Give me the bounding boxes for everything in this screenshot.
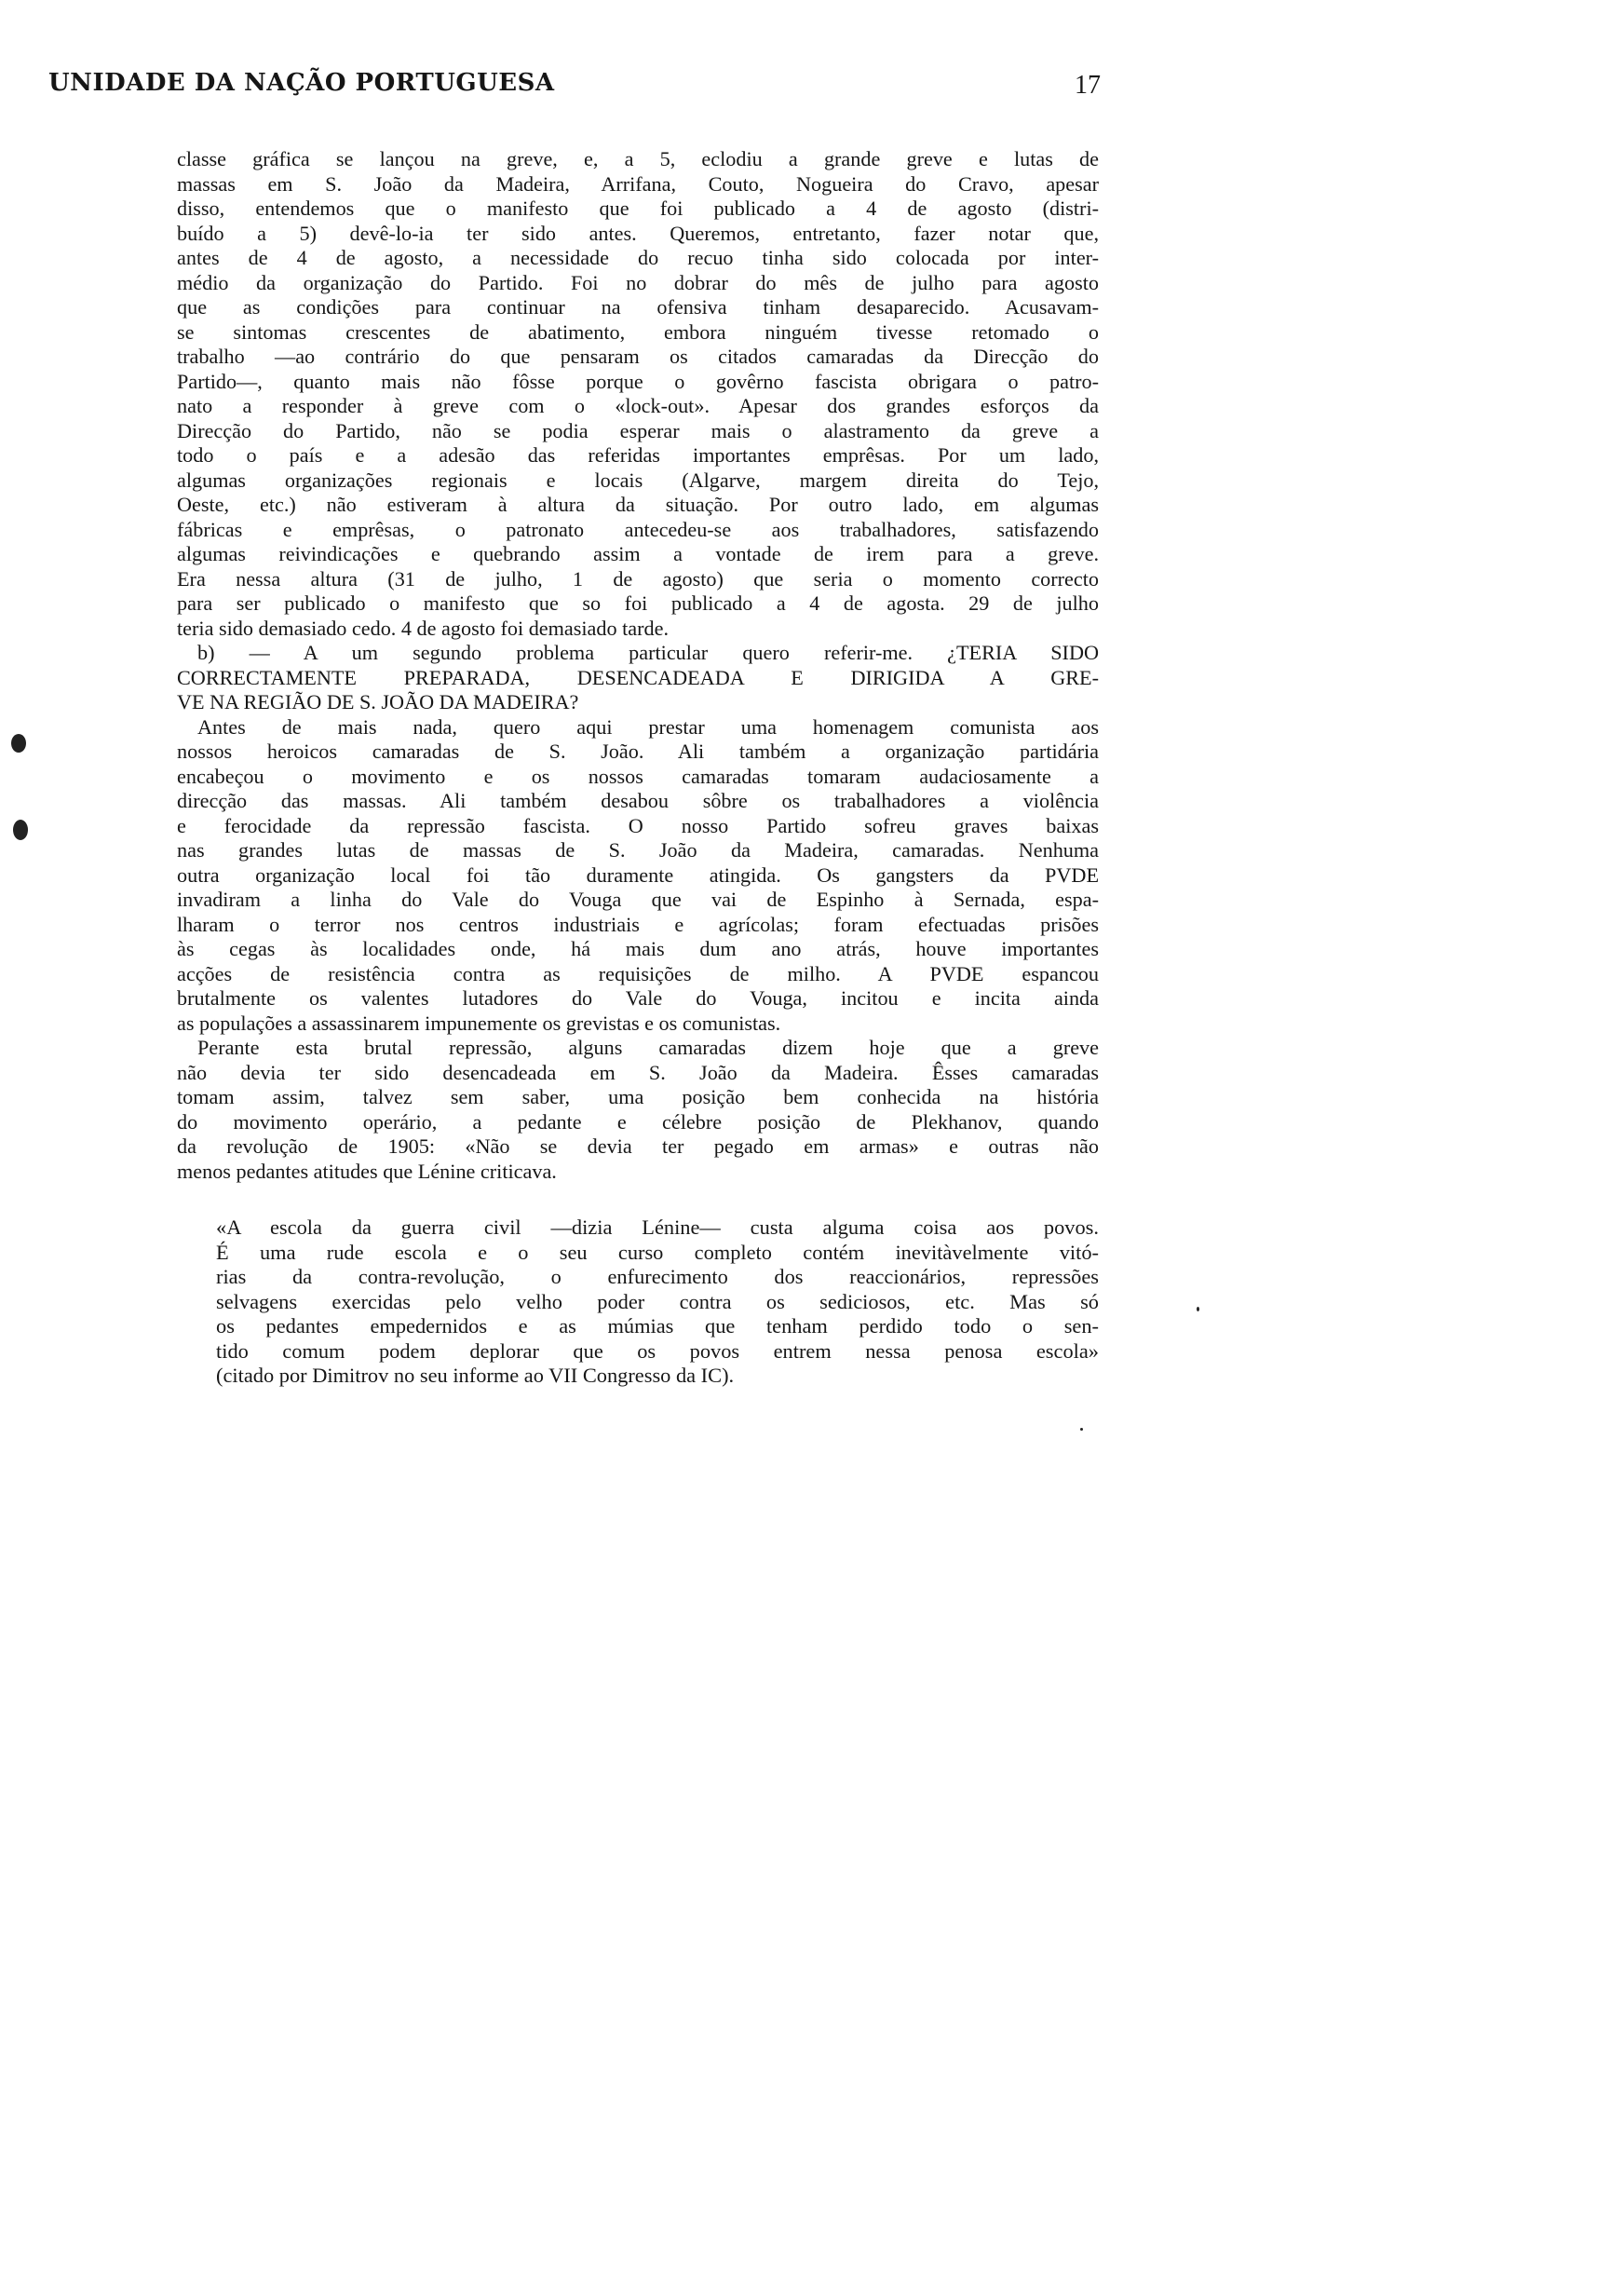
text-line: Antes de mais nada, quero aqui prestar uma homenagem comunista aos bbox=[197, 714, 1099, 739]
quote-line: selvagens exercidas pelo velho poder contra os sediciosos, etc. Mas só bbox=[216, 1289, 1099, 1313]
text-line: nato a responder à greve com o «lock-out». Apesar dos grandes esforços da bbox=[177, 394, 1099, 417]
text-line: todo o país e a adesão das referidas importantes emprêsas. Por um lado, bbox=[177, 443, 1099, 467]
scan-speck bbox=[1080, 1428, 1083, 1431]
text-line: Partido—, quanto mais não fôsse porque o govêrno fascista obrigara o patro- bbox=[177, 369, 1099, 393]
text-line: nossos heroicos camaradas de S. João. Ali também a organização partidária bbox=[177, 740, 1099, 763]
text-line: b) — A um segundo problema particular quero referir-me. ¿TERIA SIDO bbox=[197, 641, 1099, 664]
text-line: algumas organizações regionais e locais (Algarve, margem direita do Tejo, bbox=[177, 468, 1099, 492]
text-line: outra organização local foi tão duramente atingida. Os gangsters da PVDE bbox=[177, 862, 1099, 887]
quote-line: (citado por Dimitrov no seu informe ao VII Congresso da IC). bbox=[216, 1364, 735, 1387]
text-line: para ser publicado o manifesto que so foi publicado a 4 de agosta. 29 de julho bbox=[177, 591, 1099, 615]
quote-line: tido comum podem deplorar que os povos entrem nessa penosa escola» bbox=[216, 1338, 1099, 1363]
lenin-quote bbox=[177, 1215, 1099, 1389]
page-number: 17 bbox=[1075, 71, 1101, 100]
text-line: massas em S. João da Madeira, Arrifana, Couto, Nogueira do Cravo, apesar bbox=[177, 171, 1099, 196]
text-line: do movimento operário, a pedante e célebre posição de Plekhanov, quando bbox=[177, 1109, 1099, 1134]
text-line: VE NA REGIÃO DE S. JOÃO DA MADEIRA? bbox=[177, 690, 579, 713]
text-line: Perante esta brutal repressão, alguns camaradas dizem hoje que a greve bbox=[197, 1036, 1099, 1059]
text-line: teria sido demasiado cedo. 4 de agosto foi demasiado tarde. bbox=[177, 616, 670, 640]
text-line: às cegas às localidades onde, há mais dum ano atrás, houve importantes bbox=[177, 937, 1099, 960]
text-line: antes de 4 de agosto, a necessidade do recuo tinha sido colocada por inter- bbox=[177, 246, 1099, 269]
text-line: acções de resistência contra as requisições de milho. A PVDE espancou bbox=[177, 961, 1099, 985]
text-line: não devia ter sido desencadeada em S. João da Madeira. Êsses camaradas bbox=[177, 1060, 1099, 1084]
text-line: disso, entendemos que o manifesto que foi publicado a 4 de agosto (distri- bbox=[177, 197, 1099, 220]
quote-line: «A escola da guerra civil —dizia Lénine— custa alguma coisa aos povos. bbox=[216, 1215, 1099, 1239]
text-line: se sintomas crescentes de abatimento, embora ninguém tivesse retomado o bbox=[177, 319, 1099, 344]
running-title: UNIDADE DA NAÇÃO PORTUGUESA bbox=[48, 69, 555, 97]
text-line: médio da organização do Partido. Foi no dobrar do mês de julho para agosto bbox=[177, 270, 1099, 294]
quote-line: rias da contra-revolução, o enfurecimento dos reaccionários, repressões bbox=[216, 1265, 1099, 1288]
text-line: Oeste, etc.) não estiveram à altura da situação. Por outro lado, em algumas bbox=[177, 493, 1099, 516]
text-line: da revolução de 1905: «Não se devia ter pegado em armas» e outras não bbox=[177, 1134, 1099, 1158]
text-line: as populações a assassinarem impunemente os grevistas e os comunistas. bbox=[177, 1011, 781, 1035]
text-line: encabeçou o movimento e os nossos camaradas tomaram audaciosamente a bbox=[177, 764, 1099, 788]
quote-line: os pedantes empedernidos e as múmias que tenham perdido todo o sen- bbox=[216, 1314, 1099, 1338]
text-line: invadiram a linha do Vale do Vouga que vai de Espinho à Sernada, espa- bbox=[177, 888, 1099, 911]
scan-speck bbox=[1197, 1307, 1199, 1311]
text-line: menos pedantes atitudes que Lénine criticava. bbox=[177, 1159, 557, 1183]
text-line: classe gráfica se lançou na greve, e, a 5, eclodiu a grande greve e lutas de bbox=[177, 147, 1099, 170]
quote-line: É uma rude escola e o seu curso completo contém inevitàvelmente vitó- bbox=[216, 1240, 1099, 1264]
text-line: buído a 5) devê-lo-ia ter sido antes. Queremos, entretanto, fazer notar que, bbox=[177, 221, 1099, 245]
text-line: Era nessa altura (31 de julho, 1 de agosto) que seria o momento correcto bbox=[177, 566, 1099, 591]
scan-speck bbox=[13, 820, 28, 840]
text-line: Direcção do Partido, não se podia esperar mais o alastramento da greve a bbox=[177, 418, 1099, 442]
paragraph-second-problem bbox=[177, 641, 1099, 715]
text-line: fábricas e emprêsas, o patronato antecedeu-se aos trabalhadores, satisfazendo bbox=[177, 517, 1099, 541]
scan-speck bbox=[11, 734, 26, 753]
text-line: CORRECTAMENTE PREPARADA, DESENCADEADA E DIRIGIDA A GRE- bbox=[177, 665, 1099, 689]
text-line: nas grandes lutas de massas de S. João da Madeira, camaradas. Nenhuma bbox=[177, 838, 1099, 862]
paragraph-strike-timing bbox=[177, 147, 1099, 641]
text-line: brutalmente os valentes lutadores do Vale do Vouga, incitou e incita ainda bbox=[177, 986, 1099, 1010]
text-line: tomam assim, talvez sem saber, uma posição bem conhecida na história bbox=[177, 1085, 1099, 1108]
paragraph-plekhanov bbox=[177, 1036, 1099, 1184]
text-line: que as condições para continuar na ofensiva tinham desaparecido. Acusavam- bbox=[177, 295, 1099, 319]
text-line: direcção das massas. Ali também desabou sôbre os trabalhadores a violência bbox=[177, 789, 1099, 812]
text-line: algumas reivindicações e quebrando assim a vontade de irem para a greve. bbox=[177, 542, 1099, 565]
text-line: trabalho —ao contrário do que pensaram os citados camaradas da Direcção do bbox=[177, 345, 1099, 368]
paragraph-homage bbox=[177, 715, 1099, 1037]
body-text bbox=[177, 147, 1099, 1389]
text-line: e ferocidade da repressão fascista. O nosso Partido sofreu graves baixas bbox=[177, 813, 1099, 837]
text-line: lharam o terror nos centros industriais e agrícolas; foram efectuadas prisões bbox=[177, 912, 1099, 936]
running-head bbox=[48, 69, 1101, 106]
